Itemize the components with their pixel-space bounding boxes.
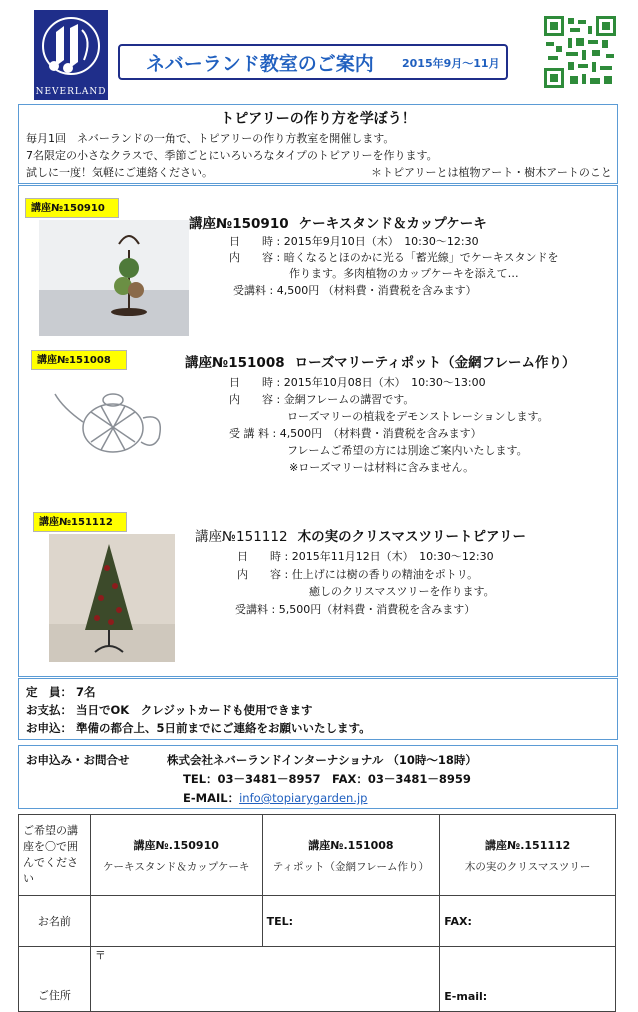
course-fee: 受講料 : 4,500円 （材料費・消費税を含みます）	[233, 284, 477, 297]
apply-line: お申込： 準備の都合上、5日前までにご連絡をお願いいたします。	[26, 721, 371, 735]
name-label: お名前	[19, 896, 91, 947]
choice-name: ティポット（金網フレーム作り）	[272, 860, 430, 873]
tel-field[interactable]	[262, 896, 440, 947]
course-title-151112	[195, 525, 526, 545]
email-label: E-MAIL：	[183, 791, 240, 805]
course-title-151008	[185, 351, 576, 371]
contact-label: お申込み・お問合せ	[26, 753, 130, 767]
fax-label: FAX:	[444, 914, 472, 928]
intro-note: ＊トピアリーとは植物アート・樹木アートのこと	[371, 166, 612, 179]
choice-number: 講座№.151008	[308, 838, 394, 852]
intro-heading: トピアリーの作り方を学ぼう！	[220, 111, 416, 127]
course-number: 講座№151008	[185, 355, 285, 371]
fax-field[interactable]	[440, 896, 616, 947]
choice-name: ケーキスタンド＆カップケーキ	[103, 860, 250, 873]
title-period: 2015年9月〜11月	[402, 57, 500, 70]
tel-fax-line: TEL：03－3481－8957 FAX：03－3481－8959	[183, 772, 471, 786]
intro-section	[18, 104, 618, 184]
email-field-label: E-mail:	[444, 990, 488, 1003]
course-content-1: 内 容 : 暗くなるとほのかに光る「蓄光線」でケーキスタンドを	[229, 251, 559, 264]
course-note-2: ※ローズマリーは材料に含みません。	[289, 461, 475, 474]
course-date: 日 時 : 2015年9月10日（木） 10:30〜12:30	[229, 235, 479, 248]
name-field[interactable]	[90, 896, 262, 947]
logo-emblem-icon	[34, 10, 108, 88]
course-number: 講座№150910	[189, 216, 289, 232]
choice-number: 講座№.151112	[484, 838, 571, 852]
choice-150910[interactable]	[90, 815, 262, 896]
address-field[interactable]	[90, 947, 439, 1012]
christmas-tree-photo	[49, 534, 175, 662]
course-name: 木の実のクリスマスツリートピアリー	[297, 529, 526, 545]
course-tag-151008: 講座№151008	[31, 350, 127, 370]
course-date: 日 時 : 2015年11月12日（木） 10:30〜12:30	[237, 550, 494, 563]
intro-line-1: 毎月1回 ネバーランドの一角で、トピアリーの作り方教室を開催します。	[26, 132, 395, 145]
choice-151112[interactable]	[440, 815, 616, 896]
choose-course-label: ご希望の講座を〇で囲んでください	[19, 815, 91, 896]
contact-section	[18, 745, 618, 809]
intro-line-2: 7名限定の小さなクラスで、季節ごとにいろいろなタイプのトピアリーを作ります。	[26, 149, 438, 162]
course-content-1: 内 容 : 金網フレームの講習です。	[229, 393, 415, 406]
page-title: ネバーランド教室のご案内	[146, 53, 374, 75]
course-name: ローズマリーティポット（金網フレーム作り）	[294, 355, 576, 371]
address-label: ご住所	[19, 947, 91, 1012]
course-name: ケーキスタンド＆カップケーキ	[298, 216, 487, 232]
course-content-2: 癒しのクリスマスツリーを作ります。	[309, 585, 495, 598]
course-number: 講座№151112	[195, 529, 288, 545]
course-title-150910	[189, 212, 487, 232]
choice-number: 講座№.150910	[133, 838, 219, 852]
tel-label: TEL:	[266, 914, 294, 928]
course-content-2: ローズマリーの植栽をデモンストレーションします。	[287, 410, 549, 423]
teapot-frame-photo	[41, 372, 187, 468]
course-tag-150910: 講座№150910	[25, 198, 119, 218]
choice-name: 木の実のクリスマスツリー	[464, 860, 591, 873]
courses-section	[18, 185, 618, 677]
email-link[interactable]: info@topiarygarden.jp	[239, 791, 368, 805]
course-content-1: 内 容 : 仕上げには樹の香りの精油をポトリ。	[237, 568, 479, 581]
email-field[interactable]	[440, 947, 616, 1012]
cake-stand-photo	[39, 220, 189, 336]
capacity-line: 定 員： 7名	[26, 685, 96, 699]
payment-line: お支払： 当日でOK クレジットカードも使用できます	[26, 703, 313, 717]
application-form	[18, 814, 616, 1012]
course-note-1: フレームご希望の方には別途ご案内いたします。	[287, 444, 528, 457]
course-content-2: 作ります。多肉植物のカップケーキを添えて…	[289, 267, 519, 280]
company-name: 株式会社ネバーランドインターナショナル （10時〜18時）	[167, 753, 477, 767]
info-section	[18, 678, 618, 740]
course-tag-151112: 講座№151112	[33, 512, 127, 532]
neverland-logo	[34, 10, 108, 100]
postal-mark: 〒	[94, 949, 106, 962]
choice-151008[interactable]	[262, 815, 440, 896]
qr-code-icon	[544, 16, 616, 88]
logo-text: NEVERLAND	[35, 87, 107, 97]
course-fee: 受講料 : 5,500円（材料費・消費税を含みます）	[235, 603, 476, 616]
email-line	[183, 790, 367, 806]
intro-line-3: 試しに一度！気軽にご連絡ください。	[26, 166, 213, 179]
course-fee: 受 講 料 : 4,500円 （材料費・消費税を含みます）	[229, 427, 482, 440]
course-date: 日 時 : 2015年10月08日（木） 10:30〜13:00	[229, 376, 486, 389]
title-banner	[118, 44, 508, 80]
